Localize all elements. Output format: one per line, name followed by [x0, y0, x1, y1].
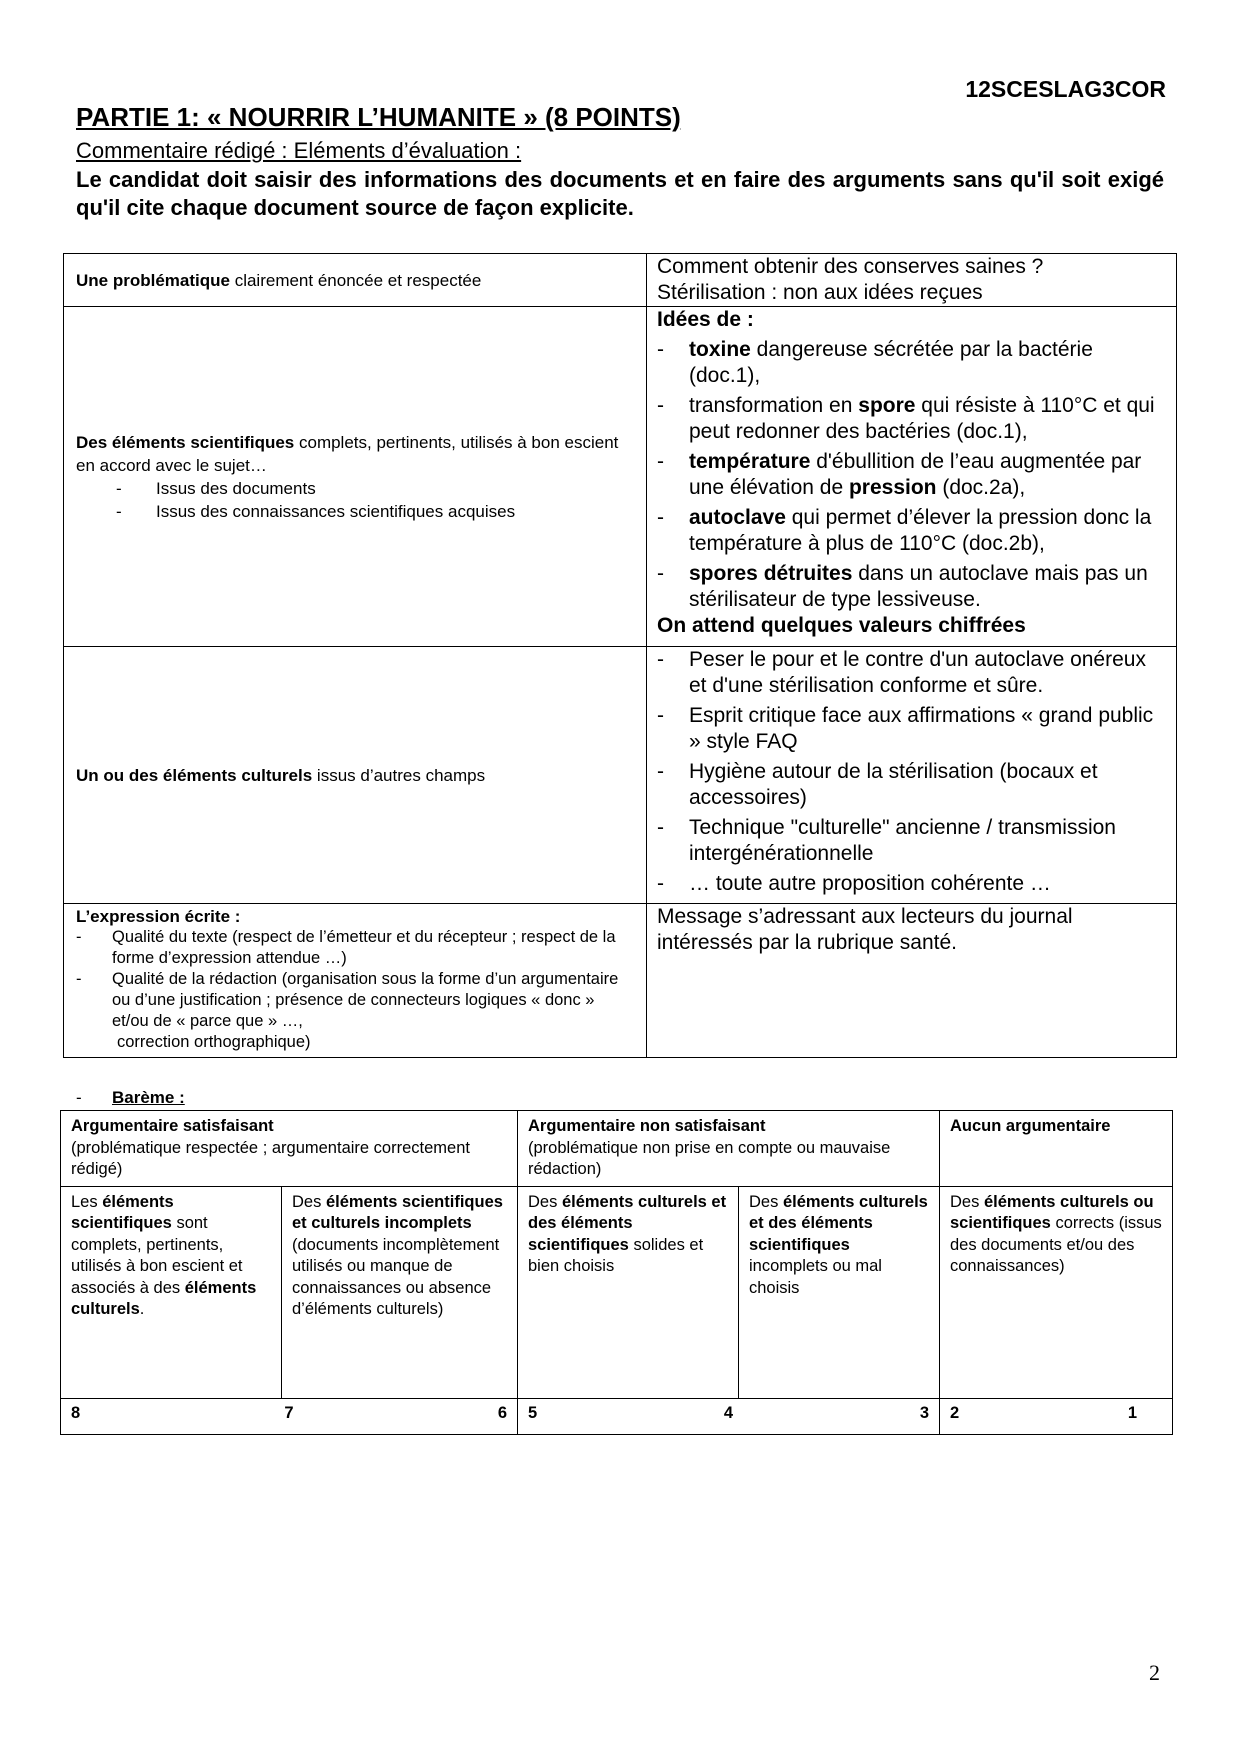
list-item: - Esprit critique face aux affirmations « grand public » style FAQ [657, 704, 1154, 753]
criteria-row-expression [64, 904, 1177, 1058]
list-item: - Issus des connaissances scientifiques acquises [116, 501, 516, 521]
list-item: - transformation en spore qui résiste à 110°C et qui peut redonner des bactéries (doc.1), [657, 394, 1155, 443]
list-item: - Qualité du texte (respect de l’émetteur et du récepteur ; respect de la forme d’expression attendue …) [76, 928, 616, 967]
points-cell: 8 7 6 [61, 1398, 518, 1434]
grading-cell: Des éléments scientifiques et culturels incomplets (documents incomplètement utilisés ou manque de connaissances ou absence d’éléments culturels) [282, 1186, 518, 1398]
criteria-content [647, 647, 1177, 904]
document-reference: 12SCESLAG3COR [965, 76, 1166, 102]
list-item: - Hygiène autour de la stérilisation (bocaux et accessoires) [657, 760, 1098, 809]
list-item: - Issus des documents [116, 478, 316, 498]
bareme-heading: - Barème : [76, 1088, 185, 1107]
list-item: - … toute autre proposition cohérente … [657, 872, 1051, 895]
criteria-content: Message s’adressant aux lecteurs du journal intéressés par la rubrique santé. [647, 904, 1177, 1058]
criteria-row-culturels [64, 647, 1177, 904]
grading-cell: Des éléments culturels et des éléments scientifiques solides et bien choisis [518, 1186, 739, 1398]
grading-points-row [61, 1398, 1173, 1434]
grading-header-row [61, 1111, 1173, 1187]
grading-header-satisfaisant: Argumentaire satisfaisant (problématique respectée ; argumentaire correctement rédigé) [61, 1111, 518, 1187]
intro-paragraph: Le candidat doit saisir des informations des documents et en faire des arguments sans qu'il soit exigé qu'il cite chaque document source de façon explicite. [76, 167, 1164, 220]
criteria-label: Une problématique clairement énoncée et respectée [64, 254, 647, 307]
grading-criteria-row [61, 1186, 1173, 1398]
list-item: - autoclave qui permet d’élever la pression donc la température à plus de 110°C (doc.2b), [657, 506, 1152, 555]
list-item: - toxine dangereuse sécrétée par la bactérie (doc.1), [657, 338, 1093, 387]
criteria-row-problematique [64, 254, 1177, 307]
grading-header-aucun: Aucun argumentaire [940, 1111, 1173, 1187]
list-item: - Peser le pour et le contre d'un autoclave onéreux et d'une stérilisation conforme et sûre. [657, 648, 1146, 697]
page-number: 2 [1149, 1660, 1160, 1685]
list-item: correction orthographique) [117, 1033, 311, 1051]
page-title: PARTIE 1: « NOURRIR L’HUMANITE » (8 POINTS) [76, 102, 681, 132]
criteria-label: L’expression écrite : - Qualité du texte (respect de l’émetteur et du récepteur ; respect de la forme d’expression attendue …) - Qualité de la rédaction (organisation sous la forme d’un argumentaire ou d’une justification ; présence de connecteurs logiques « donc » et/ou de « parce que » …, correction orthographique) [64, 904, 647, 1058]
criteria-label: Un ou des éléments culturels issus d’autres champs [64, 647, 647, 904]
grading-cell: Des éléments culturels et des éléments scientifiques incomplets ou mal choisis [739, 1186, 940, 1398]
criteria-note: On attend quelques valeurs chiffrées [657, 614, 1026, 637]
criteria-label: Des éléments scientifiques complets, pertinents, utilisés à bon escient en accord avec le sujet… - Issus des documents - Issus des connaissances scientifiques acquises [64, 307, 647, 647]
grading-header-non-satisfaisant: Argumentaire non satisfaisant (problématique non prise en compte ou mauvaise rédaction) [518, 1111, 940, 1187]
grading-cell: Les éléments scientifiques sont complets, pertinents, utilisés à bon escient et associés à des éléments culturels. [61, 1186, 282, 1398]
list-item: - Qualité de la rédaction (organisation sous la forme d’un argumentaire ou d’une justification ; présence de connecteurs logiques « donc » et/ou de « parce que » …, [76, 970, 619, 1030]
list-item: - Technique "culturelle" ancienne / transmission intergénérationnelle [657, 816, 1116, 865]
criteria-content: Comment obtenir des conserves saines ? Stérilisation : non aux idées reçues [647, 254, 1177, 307]
points-cell: 5 4 3 [518, 1398, 940, 1434]
points-cell: 2 1 [940, 1398, 1173, 1434]
criteria-content: Idées de : - toxine dangereuse sécrétée par la bactérie (doc.1), - transformation en spore qui résiste à 110°C et qui peut redonner des bactéries (doc.1), - température d'ébullition de l’eau augmentée par une élévation de pression (doc.2a), - autoclave qui permet d’élever la pression donc la température à plus de 110°C (doc.2b), - spores détruites dans un autoclave mais pas un stérilisateur de type lessiveuse. On attend quelques valeurs chiffrées [647, 307, 1177, 647]
criteria-row-scientifiques [64, 307, 1177, 647]
evaluation-criteria-table [63, 253, 1177, 1058]
section-subtitle: Commentaire rédigé : Eléments d’évaluation : [76, 138, 522, 163]
grading-cell: Des éléments culturels ou scientifiques corrects (issus des documents et/ou des connaissances) [940, 1186, 1173, 1398]
grading-scale-table [60, 1110, 1173, 1435]
list-item: - spores détruites dans un autoclave mais pas un stérilisateur de type lessiveuse. [657, 562, 1148, 611]
list-item: - température d'ébullition de l’eau augmentée par une élévation de pression (doc.2a), [657, 450, 1142, 499]
